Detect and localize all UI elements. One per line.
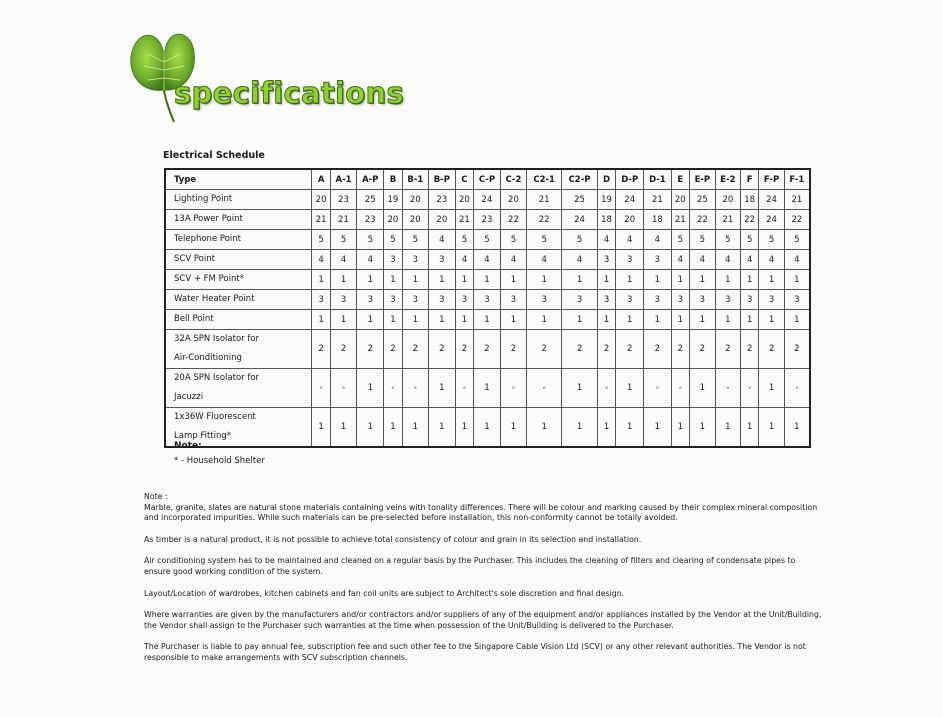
table-cell: 1 bbox=[455, 270, 473, 290]
table-cell: 23 bbox=[474, 210, 501, 230]
table-cell: 1 bbox=[715, 310, 740, 330]
table-cell: 1 bbox=[715, 408, 740, 448]
table-cell: 1 bbox=[671, 408, 689, 448]
row-label-line: Air-Conditioning bbox=[174, 353, 242, 363]
row-label bbox=[165, 310, 312, 330]
table-cell: 25 bbox=[357, 190, 384, 210]
table-cell: 5 bbox=[715, 230, 740, 250]
column-header: A-1 bbox=[330, 169, 356, 190]
table-cell: 1 bbox=[312, 408, 330, 448]
table-cell: 3 bbox=[616, 250, 644, 270]
table-cell: 3 bbox=[384, 290, 402, 310]
table-row bbox=[165, 330, 810, 369]
table-cell: 3 bbox=[428, 290, 455, 310]
table-cell: 2 bbox=[330, 330, 356, 369]
table-cell: 1 bbox=[330, 310, 356, 330]
table-cell: 1 bbox=[671, 270, 689, 290]
note-paragraph: Where warranties are given by the manufacturers and/or contractors and/or suppliers of any of the equipment and/or appliances installed by the Vendor at the Unit/Building, the Vendor shall assign to the Purchaser such warranties at the time when possession of the Unit/Building is delivered to the Purchaser. bbox=[144, 610, 822, 630]
table-cell: 3 bbox=[428, 250, 455, 270]
table-cell: 25 bbox=[689, 190, 715, 210]
note-paragraph: Layout/Location of wardrobes, kitchen cabinets and fan coil units are subject to Architect's sole discretion and final design. bbox=[144, 588, 625, 598]
table-cell: 24 bbox=[616, 190, 644, 210]
table-cell: 5 bbox=[784, 230, 810, 250]
table-cell: 1 bbox=[616, 408, 644, 448]
note-paragraph: Air conditioning system has to be maintained and cleaned on a regular basis by the Purchaser. This includes the cleaning of filters and clearing of condensate pipes to ensure good working condition of the system. bbox=[144, 556, 796, 576]
table-cell: 25 bbox=[562, 190, 598, 210]
table-cell: 23 bbox=[330, 190, 356, 210]
table-cell: 3 bbox=[330, 290, 356, 310]
table-cell: - bbox=[330, 369, 356, 408]
row-label-line: 1x36W Fluorescent bbox=[174, 412, 256, 422]
table-cell: 20 bbox=[671, 190, 689, 210]
table-cell: 1 bbox=[784, 310, 810, 330]
table-cell: 1 bbox=[402, 408, 428, 448]
table-cell: 1 bbox=[402, 310, 428, 330]
column-header: B-1 bbox=[402, 169, 428, 190]
table-cell: 1 bbox=[715, 270, 740, 290]
table-cell: 3 bbox=[715, 290, 740, 310]
column-header: E-P bbox=[689, 169, 715, 190]
table-cell: 2 bbox=[671, 330, 689, 369]
table-cell: 1 bbox=[689, 270, 715, 290]
table-cell: 1 bbox=[784, 408, 810, 448]
row-label bbox=[165, 230, 312, 250]
row-label-line: Water Heater Point bbox=[174, 294, 255, 304]
column-header: B bbox=[384, 169, 402, 190]
table-cell: 4 bbox=[428, 230, 455, 250]
table-cell: 3 bbox=[671, 290, 689, 310]
table-row bbox=[165, 190, 810, 210]
table-cell: 21 bbox=[784, 190, 810, 210]
table-cell: 4 bbox=[597, 230, 615, 250]
note-paragraph: The Purchaser is liable to pay annual fee, subscription fee and such other fee to the Singapore Cable Vision Ltd (SCV) or any other relevant authorities. The Vendor is not responsible to make arrangements with SCV subscription channels. bbox=[144, 642, 806, 662]
note-paragraph: Marble, granite, slates are natural stone materials containing veins with tonality differences. There will be colour and marking caused by their complex mineral composition and incorporated impurities. While such materials can be pre-selected before installation, this non-conformity cannot be totally avoided. bbox=[144, 502, 818, 523]
table-cell: - bbox=[527, 369, 562, 408]
table-cell: 3 bbox=[562, 290, 598, 310]
table-cell: 2 bbox=[715, 330, 740, 369]
table-cell: 4 bbox=[759, 250, 784, 270]
table-cell: 4 bbox=[616, 230, 644, 250]
column-header: C-P bbox=[474, 169, 501, 190]
table-cell: 1 bbox=[784, 270, 810, 290]
table-cell: 1 bbox=[402, 270, 428, 290]
table-cell: 1 bbox=[597, 270, 615, 290]
table-cell: 20 bbox=[715, 190, 740, 210]
header bbox=[128, 28, 418, 128]
table-cell: 1 bbox=[616, 369, 644, 408]
table-cell: 3 bbox=[689, 290, 715, 310]
table-cell: 4 bbox=[455, 250, 473, 270]
schedule-title: Electrical Schedule bbox=[163, 150, 265, 161]
table-row bbox=[165, 250, 810, 270]
table-cell: 1 bbox=[330, 270, 356, 290]
table-cell: 1 bbox=[500, 310, 526, 330]
table-cell: 20 bbox=[402, 190, 428, 210]
table-cell: 18 bbox=[741, 190, 759, 210]
table-cell: 1 bbox=[689, 408, 715, 448]
table-cell: 2 bbox=[784, 330, 810, 369]
table-cell: 24 bbox=[759, 190, 784, 210]
row-label bbox=[165, 369, 312, 408]
table-cell: - bbox=[715, 369, 740, 408]
table-cell: 2 bbox=[689, 330, 715, 369]
electrical-schedule-table bbox=[164, 168, 811, 448]
table-cell: - bbox=[312, 369, 330, 408]
row-label-line: 32A SPN Isolator for bbox=[174, 334, 260, 344]
note-paragraph: As timber is a natural product, it is not possible to achieve total consistency of colour and grain in its selection and installation. bbox=[144, 534, 642, 544]
table-cell: 1 bbox=[616, 310, 644, 330]
table-cell: 1 bbox=[330, 408, 356, 448]
table-cell: 1 bbox=[500, 270, 526, 290]
column-header: E bbox=[671, 169, 689, 190]
table-cell: 1 bbox=[500, 408, 526, 448]
table-cell: 2 bbox=[562, 330, 598, 369]
table-cell: 1 bbox=[562, 369, 598, 408]
table-cell: 1 bbox=[527, 408, 562, 448]
table-cell: 18 bbox=[597, 210, 615, 230]
table-cell: 1 bbox=[428, 369, 455, 408]
table-row bbox=[165, 290, 810, 310]
table-cell: 3 bbox=[644, 290, 671, 310]
table-cell: 5 bbox=[455, 230, 473, 250]
table-cell: - bbox=[384, 369, 402, 408]
row-label bbox=[165, 290, 312, 310]
table-cell: 2 bbox=[644, 330, 671, 369]
row-label bbox=[165, 330, 312, 369]
row-label-line: SCV + FM Point* bbox=[174, 274, 244, 284]
table-cell: 5 bbox=[562, 230, 598, 250]
table-cell: 1 bbox=[562, 270, 598, 290]
table-cell: 24 bbox=[474, 190, 501, 210]
row-label-line: SCV Point bbox=[174, 254, 215, 264]
table-cell: 2 bbox=[455, 330, 473, 369]
row-label-line: 13A Power Point bbox=[174, 214, 243, 224]
table-cell: 3 bbox=[474, 290, 501, 310]
table-cell: 4 bbox=[689, 250, 715, 270]
column-header: D-1 bbox=[644, 169, 671, 190]
table-cell: 21 bbox=[644, 190, 671, 210]
table-cell: 2 bbox=[741, 330, 759, 369]
table-cell: 20 bbox=[402, 210, 428, 230]
table-cell: 3 bbox=[455, 290, 473, 310]
table-header-row bbox=[165, 169, 810, 190]
table-row bbox=[165, 230, 810, 250]
table-cell: 1 bbox=[384, 408, 402, 448]
table-cell: 3 bbox=[616, 290, 644, 310]
table-cell: 5 bbox=[330, 230, 356, 250]
table-cell: 19 bbox=[597, 190, 615, 210]
table-cell: 1 bbox=[741, 310, 759, 330]
table-cell: 21 bbox=[715, 210, 740, 230]
table-cell: 4 bbox=[715, 250, 740, 270]
table-cell: 2 bbox=[474, 330, 501, 369]
table-cell: 3 bbox=[597, 290, 615, 310]
table-cell: 1 bbox=[428, 408, 455, 448]
table-cell: 1 bbox=[644, 310, 671, 330]
row-label-line: Bell Point bbox=[174, 314, 214, 324]
table-cell: 24 bbox=[759, 210, 784, 230]
table-cell: 22 bbox=[527, 210, 562, 230]
table-cell: 1 bbox=[357, 369, 384, 408]
table-cell: 3 bbox=[527, 290, 562, 310]
row-label-line: Lighting Point bbox=[174, 194, 233, 204]
table-cell: 24 bbox=[562, 210, 598, 230]
table-cell: 2 bbox=[357, 330, 384, 369]
table-cell: 5 bbox=[384, 230, 402, 250]
table-cell: 3 bbox=[759, 290, 784, 310]
table-cell: 1 bbox=[597, 408, 615, 448]
table-cell: 22 bbox=[500, 210, 526, 230]
table-cell: 3 bbox=[384, 250, 402, 270]
table-cell: - bbox=[455, 369, 473, 408]
table-cell: 1 bbox=[312, 270, 330, 290]
table-cell: 5 bbox=[500, 230, 526, 250]
table-cell: 1 bbox=[357, 270, 384, 290]
row-label-line: Lamp Fitting* bbox=[174, 431, 232, 441]
table-cell: 2 bbox=[759, 330, 784, 369]
table-cell: 1 bbox=[428, 310, 455, 330]
table-cell: 5 bbox=[759, 230, 784, 250]
table-cell: 18 bbox=[644, 210, 671, 230]
table-cell: 2 bbox=[428, 330, 455, 369]
table-cell: 4 bbox=[562, 250, 598, 270]
row-label bbox=[165, 210, 312, 230]
column-header: F-P bbox=[759, 169, 784, 190]
table-cell: 1 bbox=[562, 408, 598, 448]
table-cell: 1 bbox=[474, 270, 501, 290]
table-cell: 3 bbox=[500, 290, 526, 310]
row-label-line: Jacuzzi bbox=[174, 392, 204, 402]
column-header: D bbox=[597, 169, 615, 190]
table-cell: 1 bbox=[759, 369, 784, 408]
table-cell: 4 bbox=[527, 250, 562, 270]
table-cell: 23 bbox=[428, 190, 455, 210]
table-row bbox=[165, 310, 810, 330]
table-cell: 4 bbox=[671, 250, 689, 270]
table-cell: 3 bbox=[784, 290, 810, 310]
column-header: B-P bbox=[428, 169, 455, 190]
table-cell: 5 bbox=[357, 230, 384, 250]
table-cell: 20 bbox=[455, 190, 473, 210]
column-header: A-P bbox=[357, 169, 384, 190]
table-cell: 2 bbox=[597, 330, 615, 369]
table-cell: 1 bbox=[527, 270, 562, 290]
table-cell: 1 bbox=[474, 310, 501, 330]
column-header: F bbox=[741, 169, 759, 190]
table-cell: 2 bbox=[616, 330, 644, 369]
table-cell: 22 bbox=[784, 210, 810, 230]
table-cell: 1 bbox=[455, 408, 473, 448]
table-cell: - bbox=[671, 369, 689, 408]
table-cell: 1 bbox=[562, 310, 598, 330]
table-cell: 2 bbox=[500, 330, 526, 369]
table-cell: 1 bbox=[759, 310, 784, 330]
table-cell: 1 bbox=[644, 408, 671, 448]
table-cell: 4 bbox=[312, 250, 330, 270]
table-cell: 5 bbox=[689, 230, 715, 250]
table-cell: - bbox=[741, 369, 759, 408]
table-cell: 5 bbox=[312, 230, 330, 250]
table-cell: 3 bbox=[597, 250, 615, 270]
table-cell: 3 bbox=[312, 290, 330, 310]
table-cell: 21 bbox=[330, 210, 356, 230]
table-cell: 2 bbox=[312, 330, 330, 369]
table-cell: 4 bbox=[474, 250, 501, 270]
table-cell: 4 bbox=[357, 250, 384, 270]
row-label bbox=[165, 190, 312, 210]
page-title: specifications bbox=[174, 76, 404, 110]
column-header: C bbox=[455, 169, 473, 190]
table-cell: 20 bbox=[616, 210, 644, 230]
table-cell: 1 bbox=[597, 310, 615, 330]
table-cell: 3 bbox=[644, 250, 671, 270]
table-cell: 1 bbox=[474, 369, 501, 408]
table-cell: 20 bbox=[312, 190, 330, 210]
table-row bbox=[165, 369, 810, 408]
table-cell: 3 bbox=[402, 250, 428, 270]
row-label bbox=[165, 270, 312, 290]
table-cell: 1 bbox=[741, 408, 759, 448]
table-cell: 5 bbox=[527, 230, 562, 250]
table-cell: - bbox=[784, 369, 810, 408]
table-cell: 5 bbox=[741, 230, 759, 250]
row-label-line: 20A SPN Isolator for bbox=[174, 373, 260, 383]
table-cell: 21 bbox=[455, 210, 473, 230]
table-cell: 1 bbox=[671, 310, 689, 330]
column-header: F-1 bbox=[784, 169, 810, 190]
column-header: A bbox=[312, 169, 330, 190]
table-cell: 1 bbox=[759, 408, 784, 448]
table-cell: 1 bbox=[455, 310, 473, 330]
note-item: * - Household Shelter bbox=[174, 456, 265, 466]
table-cell: 4 bbox=[330, 250, 356, 270]
table-cell: 20 bbox=[384, 210, 402, 230]
footer-notes-label: Note : bbox=[144, 492, 168, 501]
table-cell: 22 bbox=[689, 210, 715, 230]
table-cell: 20 bbox=[428, 210, 455, 230]
table-cell: 1 bbox=[689, 369, 715, 408]
table-cell: 1 bbox=[357, 310, 384, 330]
table-cell: 3 bbox=[357, 290, 384, 310]
table-row bbox=[165, 408, 810, 448]
table-cell: 5 bbox=[474, 230, 501, 250]
table-cell: 2 bbox=[384, 330, 402, 369]
table-cell: 1 bbox=[644, 270, 671, 290]
table-cell: 5 bbox=[402, 230, 428, 250]
table-cell: 21 bbox=[527, 190, 562, 210]
type-column-header: Type bbox=[165, 169, 312, 190]
table-cell: 22 bbox=[741, 210, 759, 230]
table-cell: 1 bbox=[741, 270, 759, 290]
table-cell: 1 bbox=[759, 270, 784, 290]
row-label-line: Telephone Point bbox=[174, 234, 241, 244]
table-cell: 4 bbox=[741, 250, 759, 270]
table-cell: 1 bbox=[616, 270, 644, 290]
column-header: E-2 bbox=[715, 169, 740, 190]
table-cell: 1 bbox=[357, 408, 384, 448]
table-cell: 1 bbox=[312, 310, 330, 330]
row-label bbox=[165, 250, 312, 270]
table-cell: 3 bbox=[741, 290, 759, 310]
table-cell: 20 bbox=[500, 190, 526, 210]
column-header: C2-P bbox=[562, 169, 598, 190]
table-cell: 1 bbox=[428, 270, 455, 290]
table-cell: 5 bbox=[671, 230, 689, 250]
table-cell: 3 bbox=[402, 290, 428, 310]
table-row bbox=[165, 210, 810, 230]
table-row bbox=[165, 270, 810, 290]
footer-notes bbox=[144, 492, 824, 675]
table-cell: 2 bbox=[527, 330, 562, 369]
table-cell: 21 bbox=[671, 210, 689, 230]
table-cell: 2 bbox=[402, 330, 428, 369]
note-heading: Note: bbox=[174, 441, 202, 451]
table-cell: - bbox=[500, 369, 526, 408]
table-cell: 1 bbox=[384, 310, 402, 330]
table-cell: 4 bbox=[784, 250, 810, 270]
table-cell: 4 bbox=[644, 230, 671, 250]
column-header: D-P bbox=[616, 169, 644, 190]
table-cell: 23 bbox=[357, 210, 384, 230]
table-cell: 19 bbox=[384, 190, 402, 210]
table-cell: - bbox=[597, 369, 615, 408]
table-cell: 1 bbox=[474, 408, 501, 448]
table-cell: 1 bbox=[527, 310, 562, 330]
table-cell: 1 bbox=[384, 270, 402, 290]
table-cell: 1 bbox=[689, 310, 715, 330]
column-header: C-2 bbox=[500, 169, 526, 190]
table-cell: - bbox=[402, 369, 428, 408]
table-cell: - bbox=[644, 369, 671, 408]
column-header: C2-1 bbox=[527, 169, 562, 190]
table-cell: 4 bbox=[500, 250, 526, 270]
table-cell: 21 bbox=[312, 210, 330, 230]
